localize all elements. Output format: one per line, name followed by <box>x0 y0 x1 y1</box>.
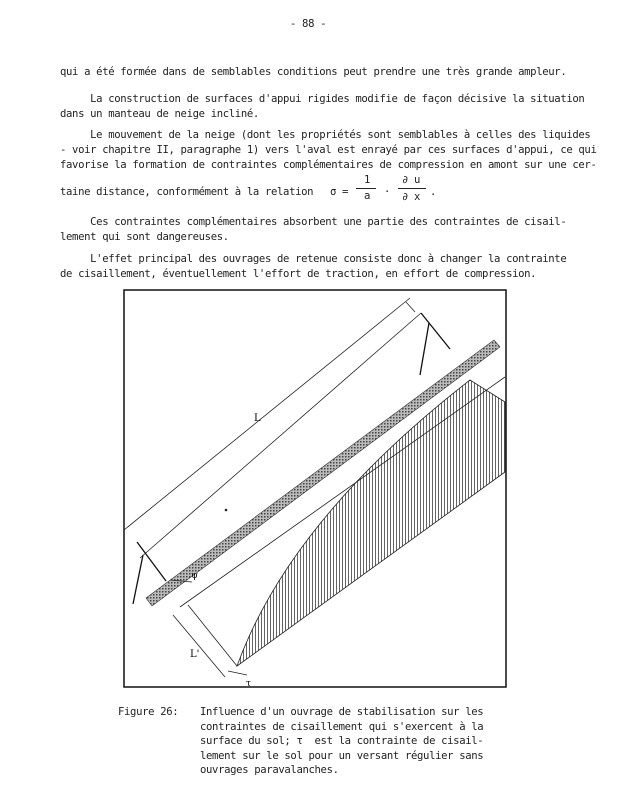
caption-line: lement sur le sol pour un versant régulier sans <box>200 749 484 762</box>
upper-structure-strut <box>420 323 429 375</box>
paragraph-line: taine distance, conformément à la relation <box>60 186 314 198</box>
caption-line: Influence d'un ouvrage de stabilisation sur les <box>200 706 484 718</box>
dimension-tick <box>406 302 415 312</box>
caption-label: Figure 26: <box>118 706 179 718</box>
page-number: - 88 - <box>290 18 327 30</box>
formula-den2: ∂ x <box>402 191 421 203</box>
paragraph-line: L'effet principal des ouvrages de retenue consiste donc à changer la contrainte <box>60 253 567 265</box>
formula-lhs: σ = <box>330 186 349 198</box>
paragraph-line: favorise la formation de contraintes complémentaires de compression en amont sur une cer- <box>60 159 597 171</box>
shear-stress-hatched-area <box>237 380 505 666</box>
paragraph-line: Le mouvement de la neige (dont les propriétés sont semblables à celles des liquides <box>60 129 591 141</box>
caption-text <box>200 705 483 778</box>
label-tau: τ <box>246 679 251 689</box>
caption-line: contraintes de cisaillement qui s'exercent à la <box>200 720 484 733</box>
formula-num1: 1 <box>364 174 371 186</box>
label-psi: ψ <box>191 571 199 581</box>
paragraph-line: Ces contraintes complémentaires absorbent une partie des contraintes de cisail- <box>60 216 567 228</box>
formula-num2: ∂ u <box>402 174 421 186</box>
formula-end: . <box>430 186 437 198</box>
paragraph-line: qui a été formée dans de semblables conditions peut prendre une très grande ampleur. <box>60 66 567 78</box>
dot-mark <box>225 509 228 512</box>
paragraph-line: lement qui sont dangereuses. <box>60 231 229 243</box>
paragraph-line: La construction de surfaces d'appui rigides modifie de façon décisive la situation <box>60 93 585 105</box>
dimension-tick <box>228 671 247 675</box>
paragraph-line: dans un manteau de neige incliné. <box>60 108 259 120</box>
caption-line: ouvrages paravalanches. <box>200 764 339 777</box>
lower-structure-strut <box>133 555 143 604</box>
label-L: L <box>254 413 261 424</box>
dimension-line-L-prime <box>173 615 225 677</box>
caption-line: surface du sol; τ est la contrainte de cisail- <box>200 735 484 748</box>
formula-den1: a <box>364 190 371 202</box>
formula-dot: · <box>384 186 391 198</box>
label-L-prime: L' <box>190 649 200 660</box>
paragraph-line: de cisaillement, éventuellement l'effort de traction, en effort de compression. <box>60 268 537 280</box>
paragraph-line: - voir chapitre II, paragraphe 1) vers l'aval est enrayé par ces surfaces d'appui, ce qui <box>60 144 597 156</box>
